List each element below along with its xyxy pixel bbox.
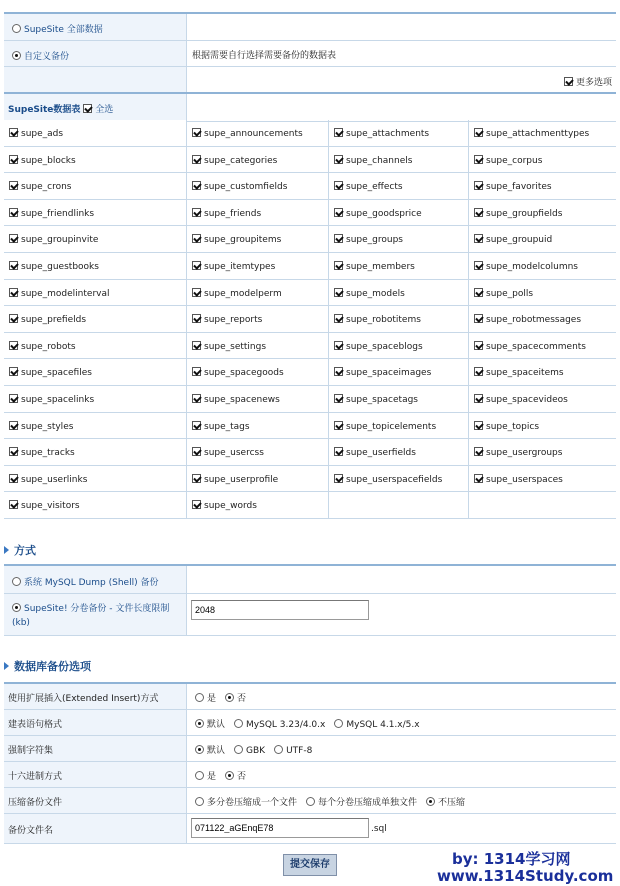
option-choice[interactable] [225,694,246,704]
table-checkbox[interactable] [192,341,201,350]
table-checkbox-item[interactable] [187,359,329,385]
table-checkbox[interactable] [9,421,18,430]
table-checkbox[interactable] [9,500,18,509]
option-label: 强制字符集 [4,736,187,761]
table-checkbox-item[interactable] [329,413,469,439]
option-choice-label: 多分卷压缩成一个文件 [207,798,298,808]
more-options-checkbox[interactable] [564,77,573,86]
table-checkbox-item[interactable] [187,200,329,226]
table-checkbox[interactable] [192,367,201,376]
table-name-label: supe_topics [486,421,540,432]
table-checkbox[interactable] [474,447,483,456]
tables-header-label: SupeSite数据表 [8,105,81,115]
table-name-label: supe_spaceblogs [346,341,423,352]
table-name-label: supe_userspaces [486,474,563,485]
option-choice-label: 不压缩 [438,798,466,808]
option-radio[interactable] [225,771,234,780]
table-row [4,226,616,253]
table-name-label: supe_modelperm [204,288,282,299]
table-checkbox-item[interactable] [329,200,469,226]
table-name-label: supe_channels [346,155,413,166]
section-arrow-icon [4,662,9,670]
option-radio[interactable] [195,797,204,806]
table-checkbox-item[interactable] [469,120,616,146]
table-checkbox[interactable] [334,261,343,270]
option-split-volume-label: SupeSite! 分卷备份 - 文件长度限制(kb) [12,604,170,628]
option-choice-label: 是 [207,694,217,704]
more-options[interactable] [187,67,616,92]
table-name-label: supe_topicelements [346,421,437,432]
table-checkbox[interactable] [9,341,18,350]
table-checkbox-item[interactable] [187,253,329,279]
option-label: 使用扩展插入(Extended Insert)方式 [4,684,187,709]
table-checkbox-item[interactable] [329,306,469,332]
option-choice[interactable] [274,746,312,756]
table-name-label: supe_spacecomments [486,341,586,352]
table-name-label: supe_models [346,288,405,299]
table-name-label: supe_robotitems [346,315,421,326]
table-name-label: supe_polls [486,288,534,299]
table-checkbox[interactable] [474,421,483,430]
row-all-data [4,14,616,41]
table-checkbox-item[interactable] [4,147,187,173]
table-name-label: supe_prefields [21,315,87,326]
table-checkbox[interactable] [334,447,343,456]
watermark-line2: www.1314Study.com [437,867,614,885]
table-checkbox-item[interactable] [329,173,469,199]
option-radio[interactable] [225,693,234,702]
option-row [4,710,616,736]
table-name-label: supe_members [346,261,415,272]
option-label: 压缩备份文件 [4,788,187,813]
table-checkbox-item[interactable] [4,226,187,252]
table-checkbox[interactable] [9,261,18,270]
table-checkbox-item[interactable] [187,439,329,465]
table-checkbox[interactable] [474,208,483,217]
option-choice[interactable] [426,798,465,808]
table-name-label: supe_corpus [486,155,543,166]
table-name-label: supe_groups [346,235,403,246]
table-checkbox-item[interactable] [187,280,329,306]
table-row [4,200,616,227]
option-radio[interactable] [234,745,243,754]
option-radio[interactable] [195,719,204,728]
option-choice[interactable] [225,772,246,782]
table-checkbox-item[interactable] [469,359,616,385]
table-name-label: supe_spaceimages [346,368,432,379]
table-checkbox-item[interactable] [4,173,187,199]
table-checkbox[interactable] [9,474,18,483]
table-checkbox[interactable] [474,234,483,243]
empty-cell [469,492,616,518]
table-checkbox-item[interactable] [469,466,616,492]
option-choice-label: MySQL 3.23/4.0.x [246,720,326,730]
table-checkbox[interactable] [334,394,343,403]
table-checkbox-item[interactable] [187,120,329,146]
table-name-label: supe_reports [204,315,263,326]
option-choice[interactable] [306,798,417,808]
option-split-volume[interactable] [4,594,187,635]
option-choice[interactable] [195,772,216,782]
table-checkbox[interactable] [192,500,201,509]
table-name-label: supe_settings [204,341,267,352]
radio-shell-dump[interactable] [12,577,21,586]
table-name-label: supe_announcements [204,129,303,139]
table-checkbox[interactable] [474,181,483,190]
table-checkbox-item[interactable] [469,226,616,252]
watermark-line1: by: 1314学习网 [452,850,571,868]
table-checkbox-item[interactable] [329,280,469,306]
table-row [4,120,616,147]
table-checkbox[interactable] [474,394,483,403]
radio-split-volume[interactable] [12,603,21,612]
table-name-label: supe_spacefiles [21,368,92,379]
table-checkbox-item[interactable] [4,439,187,465]
table-name-label: supe_favorites [486,182,552,193]
option-choice[interactable] [234,720,325,730]
option-label: 建表语句格式 [4,710,187,735]
table-name-label: supe_robots [21,341,76,352]
custom-description: 根据需要自行选择需要备份的数据表 [192,51,337,61]
table-checkbox[interactable] [334,128,343,137]
table-row [4,492,616,519]
table-name-label: supe_usercss [204,448,264,459]
option-choice[interactable] [195,720,225,730]
table-checkbox-item[interactable] [469,386,616,412]
table-name-label: supe_userprofile [204,474,279,485]
table-checkbox-item[interactable] [187,333,329,359]
table-name-label: supe_blocks [21,155,76,166]
table-checkbox[interactable] [9,155,18,164]
table-checkbox[interactable] [334,314,343,323]
select-all-checkbox[interactable] [83,104,92,113]
option-choices [187,710,616,735]
table-checkbox[interactable] [192,474,201,483]
table-checkbox-item[interactable] [4,306,187,332]
option-choice-label: 默认 [207,720,226,730]
table-name-label: supe_usergroups [486,448,563,459]
option-choice[interactable] [195,798,297,808]
tables-header [4,92,616,122]
table-name-label: supe_modelcolumns [486,261,578,272]
option-choice[interactable] [195,746,225,756]
table-checkbox-item[interactable] [329,466,469,492]
table-checkbox-item[interactable] [187,492,329,518]
table-checkbox[interactable] [334,367,343,376]
filename-row [4,814,616,844]
table-checkbox-item[interactable] [329,226,469,252]
radio-all-data[interactable] [12,24,21,33]
table-checkbox-item[interactable] [469,333,616,359]
option-radio[interactable] [234,719,243,728]
table-name-label: supe_visitors [21,501,80,512]
table-name-label: supe_groupinvite [21,235,99,246]
table-checkbox[interactable] [474,367,483,376]
option-custom-label: 自定义备份 [24,52,70,62]
table-checkbox-item[interactable] [469,413,616,439]
radio-custom[interactable] [12,51,21,60]
table-name-label: supe_robotmessages [486,315,582,326]
option-radio[interactable] [274,745,283,754]
table-checkbox[interactable] [192,421,201,430]
table-row [4,386,616,413]
option-choices [187,788,616,813]
row-more-options [4,67,616,93]
method-panel [4,564,616,636]
table-name-label: supe_styles [21,421,74,432]
table-checkbox[interactable] [334,234,343,243]
table-checkbox-item[interactable] [4,413,187,439]
table-checkbox[interactable] [192,288,201,297]
table-row [4,466,616,493]
option-choices [187,684,616,709]
table-checkbox[interactable] [192,261,201,270]
options-panel [4,682,616,844]
table-name-label: supe_groupfields [486,208,563,219]
empty-cell [329,492,469,518]
table-name-label: supe_spaceitems [486,368,564,379]
table-checkbox-item[interactable] [329,333,469,359]
submit-button[interactable]: 提交保存 [283,854,337,876]
table-checkbox[interactable] [192,155,201,164]
table-checkbox-item[interactable] [469,147,616,173]
table-name-label: supe_spacelinks [21,394,95,405]
table-name-label: supe_userspacefields [346,474,443,485]
table-checkbox-item[interactable] [187,226,329,252]
table-checkbox[interactable] [334,288,343,297]
table-name-label: supe_friends [204,208,262,219]
option-choice[interactable] [334,720,419,730]
table-name-label: supe_tracks [21,448,75,459]
table-name-label: supe_customfields [204,182,288,193]
filename-input[interactable] [191,818,369,838]
table-checkbox-item[interactable] [329,253,469,279]
table-checkbox-item[interactable] [4,333,187,359]
table-checkbox-item[interactable] [4,120,187,146]
table-checkbox-item[interactable] [187,386,329,412]
option-choice-label: 是 [207,772,217,782]
option-radio[interactable] [195,693,204,702]
option-choice[interactable] [234,746,265,756]
option-row [4,736,616,762]
table-checkbox-item[interactable] [187,306,329,332]
table-row [4,333,616,360]
tables-grid [4,120,616,519]
table-name-label: supe_spacenews [204,394,280,405]
table-row [4,413,616,440]
table-checkbox-item[interactable] [329,359,469,385]
table-checkbox-item[interactable] [329,439,469,465]
table-checkbox-item[interactable] [4,253,187,279]
table-name-label: supe_effects [346,182,403,193]
select-all-label[interactable]: 全选 [95,105,114,115]
table-row [4,253,616,280]
table-name-label: supe_attachmenttypes [486,129,590,139]
table-row [4,147,616,174]
table-checkbox-item[interactable] [469,173,616,199]
table-name-label: supe_modelinterval [21,288,110,299]
table-checkbox[interactable] [474,261,483,270]
table-checkbox-item[interactable] [469,306,616,332]
table-checkbox[interactable] [9,447,18,456]
table-checkbox[interactable] [334,341,343,350]
table-name-label: supe_spacetags [346,394,418,405]
table-checkbox[interactable] [9,314,18,323]
table-checkbox[interactable] [334,208,343,217]
section-arrow-icon [4,546,9,554]
table-checkbox-item[interactable] [469,253,616,279]
table-name-label: supe_groupuid [486,235,553,246]
table-name-label: supe_itemtypes [204,261,276,272]
table-checkbox[interactable] [192,314,201,323]
table-name-label: supe_groupitems [204,235,282,246]
more-options-label: 更多选项 [575,78,612,88]
table-checkbox[interactable] [474,341,483,350]
split-size-input[interactable] [191,600,369,620]
option-choices [187,736,616,761]
table-checkbox[interactable] [334,181,343,190]
option-choice-label: MySQL 4.1.x/5.x [346,720,420,730]
table-checkbox[interactable] [334,421,343,430]
option-radio[interactable] [306,797,315,806]
option-shell-dump[interactable] [4,566,187,593]
option-label: 十六进制方式 [4,762,187,787]
option-choice-label: 否 [237,772,247,782]
table-checkbox[interactable] [192,447,201,456]
table-checkbox[interactable] [474,474,483,483]
option-choice-label: GBK [246,746,266,756]
option-row [4,762,616,788]
table-checkbox-item[interactable] [329,120,469,146]
table-row [4,173,616,200]
table-checkbox-item[interactable] [187,147,329,173]
option-all-data[interactable] [4,14,187,40]
table-checkbox[interactable] [474,155,483,164]
table-name-label: supe_categories [204,155,278,166]
option-radio[interactable] [195,745,204,754]
table-checkbox-item[interactable] [469,280,616,306]
table-checkbox-item[interactable] [329,147,469,173]
backup-type-panel [4,12,616,93]
table-name-label: supe_goodsprice [346,208,422,219]
table-checkbox[interactable] [9,367,18,376]
row-custom [4,41,616,67]
table-name-label: supe_userlinks [21,474,88,485]
table-name-label: supe_words [204,501,257,512]
option-choice-label: 默认 [207,746,226,756]
table-checkbox[interactable] [192,128,201,137]
filename-label: 备份文件名 [4,814,187,843]
table-name-label: supe_tags [204,421,250,432]
table-checkbox[interactable] [9,394,18,403]
table-checkbox-item[interactable] [469,439,616,465]
table-checkbox-item[interactable] [329,386,469,412]
table-name-label: supe_crons [21,182,72,193]
table-checkbox[interactable] [474,288,483,297]
table-name-label: supe_ads [21,129,64,139]
table-checkbox-item[interactable] [4,359,187,385]
table-checkbox[interactable] [9,288,18,297]
option-choice-label: 每个分卷压缩成单独文件 [318,798,418,808]
table-row [4,439,616,466]
option-all-data-label: SupeSite 全部数据 [24,25,103,35]
option-radio[interactable] [195,771,204,780]
table-name-label: supe_spacevideos [486,394,568,405]
option-row [4,684,616,710]
table-checkbox[interactable] [9,181,18,190]
table-checkbox[interactable] [9,234,18,243]
table-checkbox[interactable] [192,208,201,217]
option-choice[interactable] [195,694,216,704]
filename-extension: .sql [371,824,387,834]
table-row [4,306,616,333]
table-checkbox-item[interactable] [187,466,329,492]
option-row [4,788,616,814]
table-checkbox-item[interactable] [187,173,329,199]
table-name-label: supe_friendlinks [21,208,95,219]
table-checkbox-item[interactable] [4,386,187,412]
table-checkbox-item[interactable] [4,200,187,226]
option-choice-label: UTF-8 [286,746,313,756]
table-checkbox-item[interactable] [4,280,187,306]
options-section-title: 数据库备份选项 [4,658,91,674]
table-checkbox[interactable] [474,314,483,323]
table-checkbox[interactable] [9,208,18,217]
option-choice-label: 否 [237,694,247,704]
table-checkbox-item[interactable] [187,413,329,439]
table-name-label: supe_userfields [346,448,416,459]
table-checkbox-item[interactable] [4,492,187,518]
option-shell-dump-label: 系统 MySQL Dump (Shell) 备份 [24,578,159,588]
option-radio[interactable] [426,797,435,806]
table-checkbox[interactable] [474,128,483,137]
table-name-label: supe_spacegoods [204,368,284,379]
option-radio[interactable] [334,719,343,728]
method-section-title: 方式 [4,542,36,558]
table-row [4,280,616,307]
table-checkbox-item[interactable] [469,200,616,226]
table-row [4,359,616,386]
table-checkbox[interactable] [192,181,201,190]
option-custom[interactable] [4,41,187,66]
table-checkbox[interactable] [192,394,201,403]
option-choices [187,762,616,787]
table-name-label: supe_guestbooks [21,261,99,272]
table-name-label: supe_attachments [346,129,430,139]
table-checkbox[interactable] [192,234,201,243]
table-checkbox[interactable] [334,155,343,164]
table-checkbox-item[interactable] [4,466,187,492]
table-checkbox[interactable] [334,474,343,483]
table-checkbox[interactable] [9,128,18,137]
